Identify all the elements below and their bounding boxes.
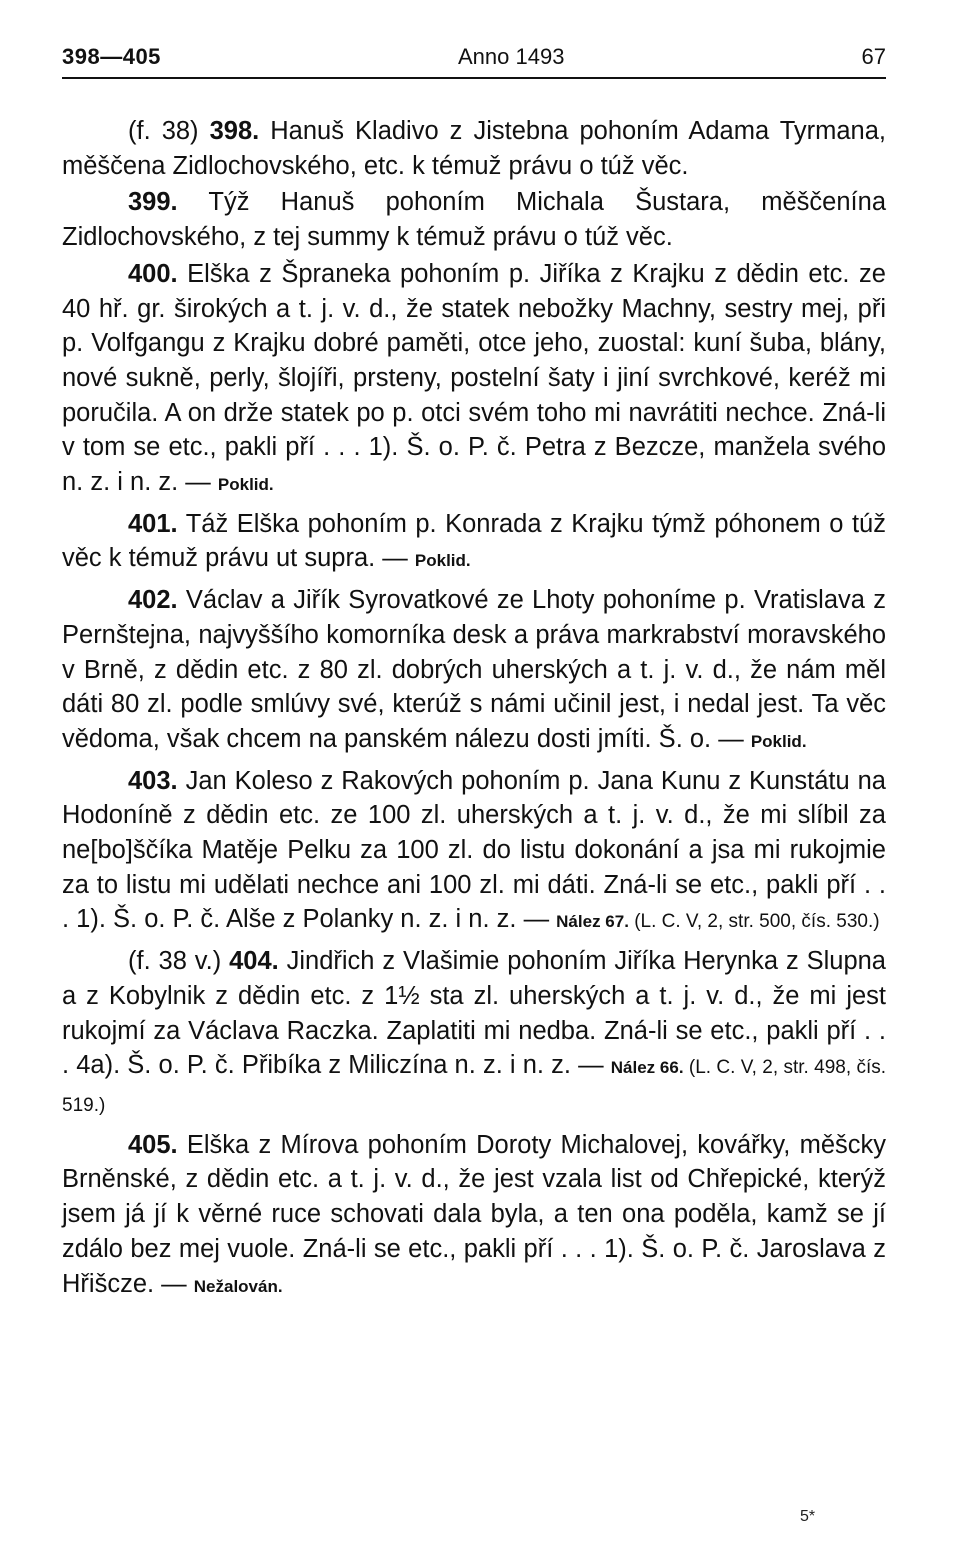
entry-text: Týž Hanuš pohoním Michala Šustara, měščenína Zidlochovského, z tej summy k témuž právu o túž věc. <box>62 188 886 252</box>
folio-prefix: (f. 38) <box>128 117 210 145</box>
signature-mark: 5* <box>800 1508 816 1525</box>
entry-number: 398. <box>209 117 260 145</box>
entry-text: Jindřich z Vlašimie pohoním Jiříka Herynka z Slupna a z Kobylnik z dědin etc. z 1½ sta zl. uherských a t. j. v. d., že mi jest rukojmí za Václava Raczka. Zaplatiti mi nedba. Zná-li se etc., pakli pří . . . 4a). Š. o. P. č. Přibíka z Miliczína n. z. i n. z. — <box>62 947 886 1080</box>
entry-403 <box>62 764 886 941</box>
entry-404 <box>62 944 886 1124</box>
entry-number: 405. <box>128 1130 178 1159</box>
header-rule <box>62 77 886 79</box>
folio-prefix: (f. 38 v.) <box>128 947 230 976</box>
entry-outcome: Poklid. <box>750 731 807 751</box>
entry-range: 398—405 <box>62 44 161 69</box>
entry-text: Elška z Mírova pohoním Doroty Michalovej, kovářky, měšcky Brněnské, z dědin etc. a t. j. v. d., že jest vzala list od Chřepické, kterýž jsem já jí k věrné ruce schovati dala byla, a ten ona poděla, kamž se jí zdálo bez mej vuole. Zná-li se etc., pakli pří . . . 1). Š. o. P. č. Jaroslava z Hřišcze. — <box>62 1130 886 1298</box>
entry-outcome: Nežalován. <box>193 1276 283 1296</box>
entry-398 <box>62 114 886 183</box>
entry-outcome: Poklid. <box>414 551 471 571</box>
entry-402 <box>62 583 886 760</box>
entry-number: 401. <box>128 509 178 538</box>
entry-outcome: Nález 66. <box>610 1058 684 1078</box>
entry-405 <box>62 1128 886 1305</box>
entry-number: 403. <box>128 766 178 795</box>
entry-reference: (L. C. V, 2, str. 498, čís. 519.) <box>62 1057 886 1116</box>
entry-401 <box>62 507 886 579</box>
entry-number: 400. <box>128 259 178 288</box>
entry-text: Václav a Jiřík Syrovatkové ze Lhoty pohoníme p. Vratislava z Pernštejna, najvyššího komorníka desk a práva markrabství moravského v Brně, z dědin etc. z 80 zl. dobrých uherských a t. j. v. d., že nám měl dáti 80 zl. podle smlúvy své, kterúž s námi učinil jest, i nedal jest. Ta věc vědoma, však chcem na panském nálezu dosti jmíti. Š. o. — <box>62 586 886 753</box>
entry-400 <box>62 257 886 503</box>
page-number: 67 <box>861 44 886 69</box>
entry-number: 399. <box>128 188 178 217</box>
entry-outcome: Nález 67. <box>556 912 629 932</box>
entry-outcome: Poklid. <box>217 475 274 495</box>
running-header <box>62 44 886 74</box>
entry-399 <box>62 185 886 254</box>
entry-reference: (L. C. V, 2, str. 500, čís. 530.) <box>628 911 880 933</box>
page-title: Anno 1493 <box>458 44 565 69</box>
entry-number: 402. <box>128 586 178 615</box>
entry-number: 404. <box>229 947 279 976</box>
entry-text: Hanuš Kladivo z Jistebna pohoním Adama Tyrmana, měščena Zidlochovského, etc. k témuž právu o túž věc. <box>62 117 886 180</box>
entry-text: Jan Koleso z Rakových pohoním p. Jana Kunu z Kunstátu na Hodoníně z dědin etc. ze 100 zl. uherských a t. j. v. d., že mi slíbil za ne[bo]ščíka Matěje Pelku za 100 zl. do listu dokonání a jsa mi rukojmie za to listu mi udělati nechce ani 100 zl. mi dáti. Zná-li se etc., pakli pří . . . 1). Š. o. P. č. Alše z Polanky n. z. i n. z. — <box>62 766 886 934</box>
entry-text: Elška z Špraneka pohoním p. Jiříka z Krajku z dědin etc. ze 40 hř. gr. širokých a t. j. v. d., že statek nebožky Machny, sestry mej, při p. Volfgangu z Krajku dobré paměti, otce jeho, zuostal: kuní šuba, blány, nové sukně, perly, šlojíři, prsteny, postelní šaty i jiní svrchkové, keréž mi poručila. A on drže statek po p. otci svém toho mi navrátiti nechce. Zná-li v tom se etc., pakli pří . . . 1). Š. o. P. č. Petra z Bezcze, manžela svého n. z. i n. z. — <box>62 259 886 497</box>
entry-text: Táž Elška pohoním p. Konrada z Krajku týmž póhonem o túž věc k témuž právu ut supra. — <box>62 509 886 573</box>
body-text <box>62 114 886 1306</box>
